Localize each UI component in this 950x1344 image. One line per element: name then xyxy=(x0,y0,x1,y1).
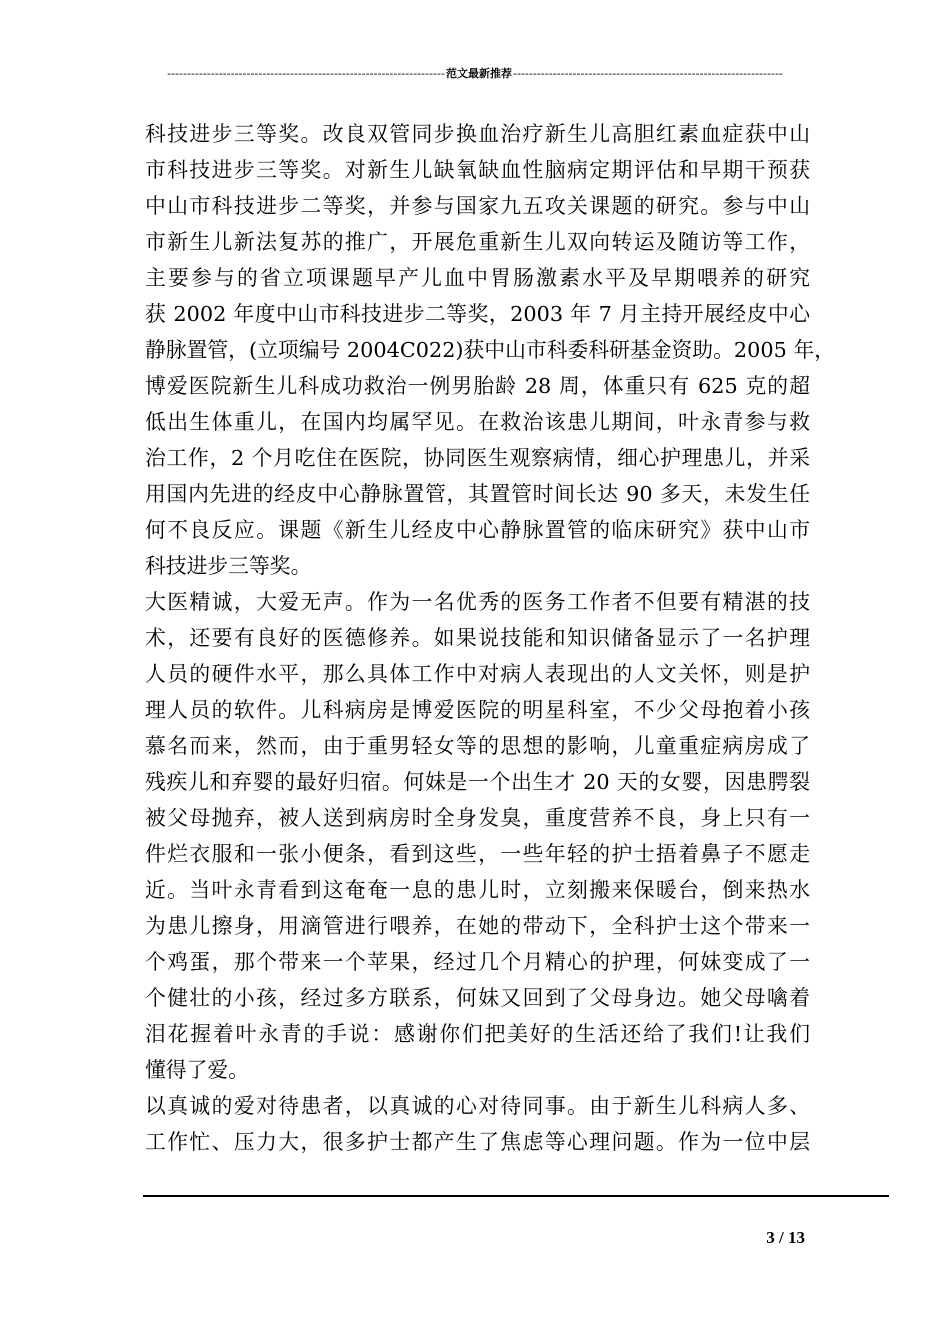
text-line: 工作忙、压力大，很多护士都产生了焦虑等心理问题。作为一位中层 xyxy=(145,1130,810,1154)
document-body xyxy=(145,116,836,1160)
text-line: 何不良反应。课题《新生儿经皮中心静脉置管的临床研究》获中山市 xyxy=(145,518,810,542)
text-line: 科技进步三等奖。 xyxy=(145,554,312,578)
text-line: 静脉置管，(立项编号 2004C022)获中山市科委科研基金资助。2005 年， xyxy=(145,338,836,362)
page-number: 3 / 13 xyxy=(766,1228,805,1247)
text-line: 获 2002 年度中山市科技进步二等奖，2003 年 7 月主持开展经皮中心 xyxy=(145,302,810,326)
header-left-dashes: ---------------------------------------------------------------------- xyxy=(167,67,445,80)
text-line: 残疾儿和弃婴的最好归宿。何妹是一个出生才 20 天的女婴，因患腭裂 xyxy=(145,770,810,794)
text-line: 用国内先进的经皮中心静脉置管，其置管时间长达 90 多天，未发生任 xyxy=(145,482,810,506)
text-line: 大医精诚，大爱无声。作为一名优秀的医务工作者不但要有精湛的技 xyxy=(145,590,810,614)
text-line: 博爱医院新生儿科成功救治一例男胎龄 28 周，体重只有 625 克的超 xyxy=(145,374,810,398)
text-line: 科技进步三等奖。改良双管同步换血治疗新生儿高胆红素血症获中山 xyxy=(145,122,810,146)
text-line: 主要参与的省立项课题早产儿血中胃肠激素水平及早期喂养的研究 xyxy=(145,266,810,290)
footer-divider xyxy=(143,1195,889,1197)
text-line: 个鸡蛋，那个带来一个苹果，经过几个月精心的护理，何妹变成了一 xyxy=(145,950,810,974)
text-line: 市科技进步三等奖。对新生儿缺氧缺血性脑病定期评估和早期干预获 xyxy=(145,158,810,182)
header-right-dashes: -------------------------------------------------------------------- xyxy=(512,67,783,80)
text-line: 为患儿擦身，用滴管进行喂养，在她的带动下，全科护士这个带来一 xyxy=(145,914,810,938)
text-line: 以真诚的爱对待患者，以真诚的心对待同事。由于新生儿科病人多、 xyxy=(145,1094,810,1118)
text-line: 被父母抛弃，被人送到病房时全身发臭，重度营养不良，身上只有一 xyxy=(145,806,810,830)
text-line: 泪花握着叶永青的手说：感谢你们把美好的生活还给了我们!让我们 xyxy=(145,1022,810,1046)
text-line: 件烂衣服和一张小便条，看到这些，一些年轻的护士捂着鼻子不愿走 xyxy=(145,842,810,866)
text-line: 中山市科技进步二等奖，并参与国家九五攻关课题的研究。参与中山 xyxy=(145,194,810,218)
header-title: 范文最新推荐 xyxy=(445,67,512,80)
text-line: 个健壮的小孩，经过多方联系，何妹又回到了父母身边。她父母噙着 xyxy=(145,986,810,1010)
text-line: 术，还要有良好的医德修养。如果说技能和知识储备显示了一名护理 xyxy=(145,626,810,650)
text-line: 低出生体重儿，在国内均属罕见。在救治该患儿期间，叶永青参与救 xyxy=(145,410,810,434)
text-line: 市新生儿新法复苏的推广，开展危重新生儿双向转运及随访等工作， xyxy=(145,230,810,254)
text-line: 懂得了爱。 xyxy=(145,1058,249,1082)
text-line: 近。当叶永青看到这奄奄一息的患儿时，立刻搬来保暖台，倒来热水 xyxy=(145,878,810,902)
page-header xyxy=(145,66,805,82)
text-line: 慕名而来，然而，由于重男轻女等的思想的影响，儿童重症病房成了 xyxy=(145,734,810,758)
text-line: 理人员的软件。儿科病房是博爱医院的明星科室，不少父母抱着小孩 xyxy=(145,698,810,722)
text-line: 人员的硬件水平，那么具体工作中对病人表现出的人文关怀，则是护 xyxy=(145,662,810,686)
text-line: 治工作，2 个月吃住在医院，协同医生观察病情，细心护理患儿，并采 xyxy=(145,446,810,470)
